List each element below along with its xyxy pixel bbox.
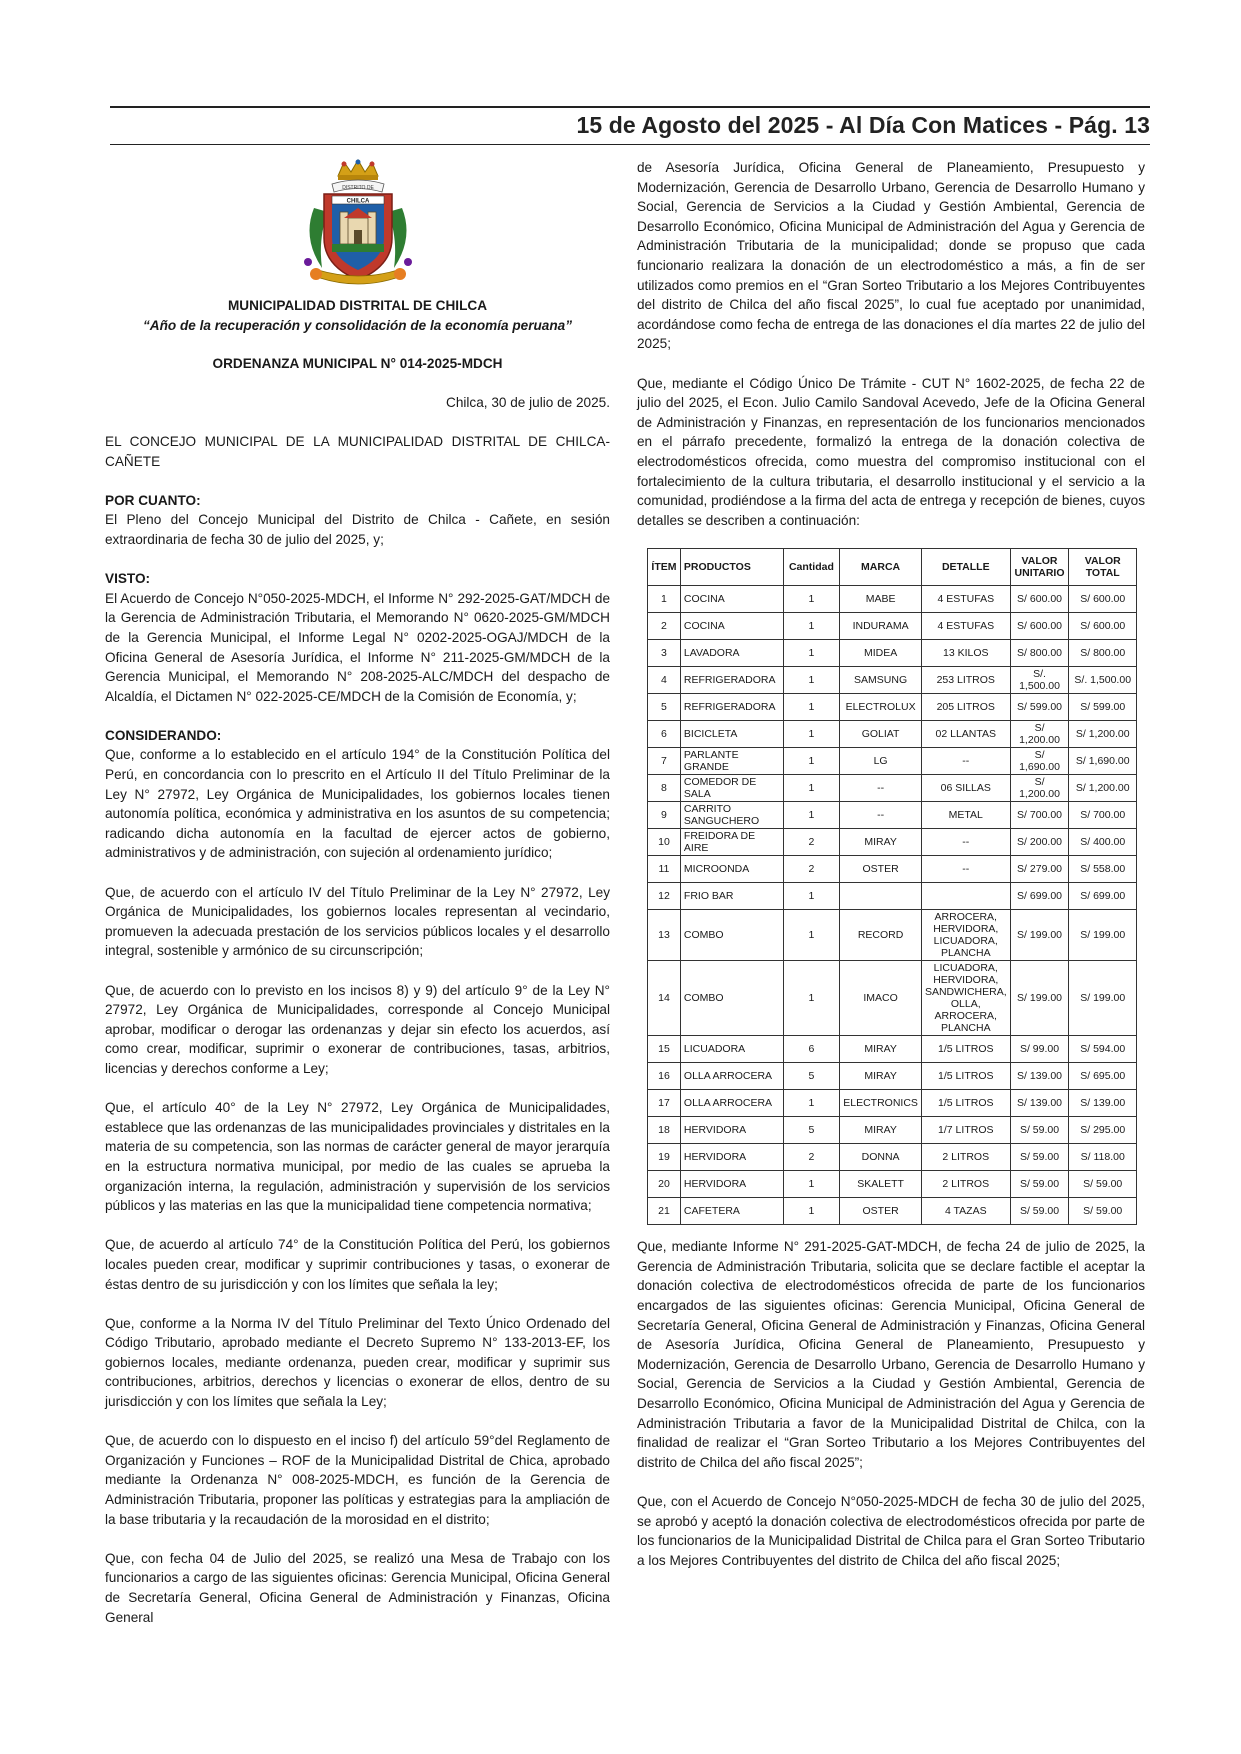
cell-producto: FRIO BAR [680, 883, 783, 910]
continuation-paragraph: de Asesoría Jurídica, Oficina General de Planeamiento, Presupuesto y Modernización, Gerencia de Desarrollo Urbano, Gerencia de Desarrollo Humano y Social, Gerencia de Servicios a la Ciudad y Gestión Ambiental, Gerencia de Desarrollo Económico, Oficina Municipal de Administración del Agua y Gerencia de Administración Tributaria de la municipalidad; donde se propuso que cada funcionario realizara la donación de un electrodoméstico a más, a fin de ser utilizados como premios en el “Gran Sorteo Tributario a los Mejores Contribuyentes del distrito de Chilca del año fiscal 2025”, lo cual fue aceptado por unanimidad, acordándose como fecha de entrega de las donaciones el día martes 22 de julio del 2025; [637, 160, 1145, 352]
considerando-paragraph: Que, con fecha 04 de Julio del 2025, se realizó una Mesa de Trabajo con los funcionarios a cargo de las siguientes oficinas: Gerencia Municipal, Oficina General de Secretaría General, Oficina General de Administración y Finanzas, Oficina General [105, 1550, 610, 1625]
table-row [648, 961, 1137, 1036]
ordinance-date: Chilca, 30 de julio de 2025. [446, 394, 610, 410]
cell-producto: OLLA ARROCERA [680, 1063, 783, 1090]
cell-item: 2 [648, 613, 681, 640]
cell-valor-total: S/ 59.00 [1069, 1198, 1137, 1225]
ordinance-number: ORDENANZA MUNICIPAL N° 014-2025-MDCH [212, 356, 503, 372]
cell-marca: SKALETT [840, 1171, 922, 1198]
cell-marca: MIRAY [840, 1063, 922, 1090]
cell-producto: LAVADORA [680, 640, 783, 667]
cell-cantidad: 5 [783, 1063, 840, 1090]
cell-item: 21 [648, 1198, 681, 1225]
cell-valor-total: S/ 800.00 [1069, 640, 1137, 667]
visto-heading: VISTO: [105, 571, 151, 587]
council-line: EL CONCEJO MUNICIPAL DE LA MUNICIPALIDAD DISTRITAL DE CHILCA-CAÑETE [105, 433, 610, 469]
cell-cantidad: 2 [783, 829, 840, 856]
considerando-paragraph: Que, el artículo 40° de la Ley N° 27972, Ley Orgánica de Municipalidades, establece que las ordenanzas de las municipalidades provinciales y distritales en la materia de su competencia, son las normas de carácter general de mayor jerarquía en la estructura normativa municipal, por medio de las cuales se aprueba la organización interna, la regulación, administración y supervisión de los servicios públicos y las materias en las que la municipalidad tiene competencia normativa; [105, 1100, 610, 1214]
cell-detalle: 4 ESTUFAS [921, 613, 1010, 640]
cell-detalle: METAL [921, 802, 1010, 829]
header-valor-unitario: VALOR UNITARIO [1010, 549, 1069, 586]
cut-paragraph: Que, mediante el Código Único De Trámite - CUT N° 1602-2025, de fecha 22 de julio del 2025, el Econ. Julio Camilo Sandoval Acevedo, Jefe de la Oficina General de Administración y Finanzas, en representación de los funcionarios mencionados en el párrafo precedente, formalizó la entrega de la donación colectiva de electrodomésticos ofrecida, como muestra del compromiso institucional con el fortalecimiento de la cultura tributaria, el desarrollo institucional y el servicio a la comunidad, prodiéndose a la firma del acta de entrega y recepción de bienes, cuyos detalles se describen a continuación: [637, 375, 1145, 528]
cell-producto: REFRIGERADORA [680, 694, 783, 721]
cell-marca [840, 883, 922, 910]
municipality-name: MUNICIPALIDAD DISTRITAL DE CHILCA [227, 298, 488, 313]
cell-marca: ELECTROLUX [840, 694, 922, 721]
cell-marca: SAMSUNG [840, 667, 922, 694]
cell-marca: RECORD [840, 910, 922, 961]
cell-item: 6 [648, 721, 681, 748]
table-row [648, 1117, 1137, 1144]
cell-item: 10 [648, 829, 681, 856]
cell-valor-total: S/ 59.00 [1069, 1171, 1137, 1198]
cell-cantidad: 1 [783, 910, 840, 961]
cell-valor-total: S/ 599.00 [1069, 694, 1137, 721]
cell-marca: DONNA [840, 1144, 922, 1171]
cell-valor-unitario: S/ 599.00 [1010, 694, 1069, 721]
cell-detalle [921, 883, 1010, 910]
cell-valor-total: S/ 594.00 [1069, 1036, 1137, 1063]
cell-cantidad: 1 [783, 775, 840, 802]
cell-valor-unitario: S/ 99.00 [1010, 1036, 1069, 1063]
cell-valor-total: S/ 600.00 [1069, 586, 1137, 613]
cell-item: 17 [648, 1090, 681, 1117]
cell-producto: COMBO [680, 961, 783, 1036]
cell-item: 4 [648, 667, 681, 694]
cell-producto: BICICLETA [680, 721, 783, 748]
table-row [648, 1171, 1137, 1198]
header-rule-bottom [110, 144, 1150, 145]
cell-marca: INDURAMA [840, 613, 922, 640]
cell-producto: FREIDORA DE AIRE [680, 829, 783, 856]
donation-table-body [648, 586, 1137, 1225]
cell-marca: MABE [840, 586, 922, 613]
cell-detalle: 253 LITROS [921, 667, 1010, 694]
cell-cantidad: 5 [783, 1117, 840, 1144]
municipal-crest-logo [288, 158, 428, 290]
cell-valor-unitario: S/ 1,200.00 [1010, 775, 1069, 802]
cell-producto: OLLA ARROCERA [680, 1090, 783, 1117]
cell-producto: MICROONDA [680, 856, 783, 883]
cell-cantidad: 1 [783, 721, 840, 748]
cell-cantidad: 1 [783, 802, 840, 829]
cell-producto: HERVIDORA [680, 1144, 783, 1171]
cell-detalle: 13 KILOS [921, 640, 1010, 667]
table-row [648, 694, 1137, 721]
cell-valor-unitario: S/ 279.00 [1010, 856, 1069, 883]
cell-detalle: -- [921, 748, 1010, 775]
cell-detalle: 1/5 LITROS [921, 1063, 1010, 1090]
cell-valor-total: S/ 118.00 [1069, 1144, 1137, 1171]
cell-item: 16 [648, 1063, 681, 1090]
cell-producto: HERVIDORA [680, 1117, 783, 1144]
cell-item: 12 [648, 883, 681, 910]
cell-item: 20 [648, 1171, 681, 1198]
year-motto: “Año de la recuperación y consolidación de la economía peruana” [142, 317, 573, 333]
header-marca: MARCA [840, 549, 922, 586]
considerando-paragraph: Que, de acuerdo con el artículo IV del Título Preliminar de la Ley N° 27972, Ley Orgánica de Municipalidades, los gobiernos locales representan al vecindario, promueven la adecuada prestación de los servicios públicos locales y el desarrollo integral, sostenible y armónico de su circunscripción; [105, 884, 610, 959]
cell-valor-unitario: S/ 59.00 [1010, 1198, 1069, 1225]
cell-marca: MIRAY [840, 1117, 922, 1144]
cell-detalle: 1/5 LITROS [921, 1036, 1010, 1063]
cell-marca: MIDEA [840, 640, 922, 667]
cell-detalle: -- [921, 856, 1010, 883]
cell-item: 1 [648, 586, 681, 613]
cell-valor-total: S/ 1,200.00 [1069, 721, 1137, 748]
cell-cantidad: 1 [783, 613, 840, 640]
cell-item: 11 [648, 856, 681, 883]
cell-cantidad: 1 [783, 667, 840, 694]
cell-valor-total: S/ 139.00 [1069, 1090, 1137, 1117]
cell-detalle: -- [921, 829, 1010, 856]
table-header-row [648, 549, 1137, 586]
cell-producto: CAFETERA [680, 1198, 783, 1225]
cell-valor-total: S/ 695.00 [1069, 1063, 1137, 1090]
header-item: ÍTEM [648, 549, 681, 586]
table-row [648, 667, 1137, 694]
table-row [648, 1198, 1137, 1225]
cell-cantidad: 1 [783, 961, 840, 1036]
header-cantidad: Cantidad [783, 549, 840, 586]
table-row [648, 613, 1137, 640]
cell-producto: COMBO [680, 910, 783, 961]
cell-cantidad: 6 [783, 1036, 840, 1063]
cell-valor-unitario: S/ 600.00 [1010, 586, 1069, 613]
cell-marca: LG [840, 748, 922, 775]
considerando-paragraph: Que, de acuerdo con lo dispuesto en el inciso f) del artículo 59°del Reglamento de Organización y Funciones – ROF de la Municipalidad Distrital de Chica, aprobado mediante la Ordenanza N° 008-2025-MDCH, es función de la Gerencia de Administración Tributaria, proponer las políticas y estrategias para la ampliación de la base tributaria y la recaudación de la morosidad en el distrito; [105, 1433, 610, 1527]
cell-detalle: 1/5 LITROS [921, 1090, 1010, 1117]
cell-valor-unitario: S/ 1,200.00 [1010, 721, 1069, 748]
cell-detalle: 4 ESTUFAS [921, 586, 1010, 613]
cell-item: 18 [648, 1117, 681, 1144]
considerando-paragraph: Que, de acuerdo al artículo 74° de la Constitución Política del Perú, los gobiernos locales pueden crear, modificar y suprimir contribuciones y tasas, o exonerar de éstas dentro de su jurisdicción y con los límites que señala la ley; [105, 1237, 610, 1292]
left-column [105, 158, 610, 1647]
cell-detalle: 02 LLANTAS [921, 721, 1010, 748]
cell-valor-total: S/ 199.00 [1069, 961, 1137, 1036]
acuerdo-paragraph: Que, con el Acuerdo de Concejo N°050-2025-MDCH de fecha 30 de julio del 2025, se aprobó y aceptó la donación colectiva de electrodomésticos ofrecida por parte de los funcionarios de la Municipalidad Distrital de Chilca para el Gran Sorteo Tributario a los Mejores Contribuyentes del distrito de Chilca del año fiscal 2025; [637, 1494, 1145, 1568]
cell-detalle: LICUADORA, HERVIDORA, SANDWICHERA, OLLA, ARROCERA, PLANCHA [921, 961, 1010, 1036]
cell-detalle: 06 SILLAS [921, 775, 1010, 802]
table-row [648, 721, 1137, 748]
cell-valor-total: S/ 1,200.00 [1069, 775, 1137, 802]
cell-valor-unitario: S/ 600.00 [1010, 613, 1069, 640]
cell-detalle: 2 LITROS [921, 1171, 1010, 1198]
cell-marca: OSTER [840, 856, 922, 883]
cell-marca: GOLIAT [840, 721, 922, 748]
table-row [648, 775, 1137, 802]
header-detalle: DETALLE [921, 549, 1010, 586]
cell-valor-unitario: S/ 700.00 [1010, 802, 1069, 829]
cell-valor-total: S/ 1,690.00 [1069, 748, 1137, 775]
cell-valor-total: S/ 199.00 [1069, 910, 1137, 961]
cell-valor-unitario: S/ 59.00 [1010, 1117, 1069, 1144]
cell-cantidad: 1 [783, 1171, 840, 1198]
cell-producto: PARLANTE GRANDE [680, 748, 783, 775]
header-productos: PRODUCTOS [680, 549, 783, 586]
cell-producto: COCINA [680, 586, 783, 613]
cell-cantidad: 1 [783, 694, 840, 721]
cell-valor-total: S/ 295.00 [1069, 1117, 1137, 1144]
cell-valor-unitario: S/ 200.00 [1010, 829, 1069, 856]
cell-item: 8 [648, 775, 681, 802]
considerando-paragraph: Que, conforme a lo establecido en el artículo 194° de la Constitución Política del Perú, en concordancia con lo prescrito en el Artículo II del Título Preliminar de la Ley N° 27972, Ley Orgánica de Municipalidades, los gobiernos locales tienen autonomía política, económica y administrativa en los asuntos de su competencia; radicando dicha autonomía en la facultad de ejercer actos de gobierno, administrativos y de administración, con sujeción al ordenamiento jurídico; [105, 747, 610, 861]
header-rule-top [110, 106, 1150, 108]
cell-cantidad: 1 [783, 586, 840, 613]
cell-valor-total: S/ 600.00 [1069, 613, 1137, 640]
cell-marca: MIRAY [840, 829, 922, 856]
cell-detalle: 1/7 LITROS [921, 1117, 1010, 1144]
right-column [637, 158, 1145, 1590]
cell-detalle: 205 LITROS [921, 694, 1010, 721]
table-row [648, 748, 1137, 775]
crest-ribbon-text: CHILCA [346, 198, 369, 205]
cell-marca: OSTER [840, 1198, 922, 1225]
cell-valor-total: S/ 400.00 [1069, 829, 1137, 856]
table-row [648, 1144, 1137, 1171]
table-row [648, 856, 1137, 883]
table-row [648, 829, 1137, 856]
cell-valor-unitario: S/ 139.00 [1010, 1063, 1069, 1090]
cell-producto: COCINA [680, 613, 783, 640]
cell-item: 5 [648, 694, 681, 721]
considerando-paragraph: Que, de acuerdo con lo previsto en los incisos 8) y 9) del artículo 9° de la Ley N° 27972, Ley Orgánica de Municipalidades, corresponde al Concejo Municipal aprobar, modificar o derogar las ordenanzas y dejar sin efecto los acuerdos, así como crear, modificar, suprimir o exonerar de contribuciones, tasas, arbitrios, licencias y derechos conforme a Ley; [105, 982, 610, 1076]
cell-cantidad: 1 [783, 748, 840, 775]
cell-item: 7 [648, 748, 681, 775]
por-cuanto-heading: POR CUANTO: [105, 492, 201, 508]
cell-valor-total: S/. 1,500.00 [1069, 667, 1137, 694]
cell-valor-unitario: S/ 800.00 [1010, 640, 1069, 667]
cell-marca: -- [840, 802, 922, 829]
cell-valor-unitario: S/ 59.00 [1010, 1171, 1069, 1198]
cell-cantidad: 1 [783, 1090, 840, 1117]
cell-item: 13 [648, 910, 681, 961]
crest-banner-text: DISTRITO DE [341, 185, 374, 191]
cell-item: 15 [648, 1036, 681, 1063]
table-row [648, 883, 1137, 910]
considerando-heading: CONSIDERANDO: [105, 727, 222, 743]
cell-detalle: ARROCERA, HERVIDORA, LICUADORA, PLANCHA [921, 910, 1010, 961]
table-row [648, 1063, 1137, 1090]
donation-table [647, 548, 1137, 1225]
cell-item: 19 [648, 1144, 681, 1171]
page-header-title: 15 de Agosto del 2025 - Al Día Con Matices - Pág. 13 [576, 112, 1150, 138]
cell-detalle: 4 TAZAS [921, 1198, 1010, 1225]
cell-item: 3 [648, 640, 681, 667]
considerando-paragraph: Que, conforme a la Norma IV del Título Preliminar del Texto Único Ordenado del Código Tributario, aprobado mediante el Decreto Supremo N° 133-2013-EF, los gobiernos locales, mediante ordenanza, pueden crear, modificar y suprimir sus contribuciones, arbitrios, derechos y licencias o exonerar de ellos, dentro de su jurisdicción y con los límites que señala la Ley; [105, 1315, 610, 1410]
cell-cantidad: 1 [783, 883, 840, 910]
cell-valor-unitario: S/ 1,690.00 [1010, 748, 1069, 775]
table-row [648, 586, 1137, 613]
cell-valor-unitario: S/ 139.00 [1010, 1090, 1069, 1117]
table-row [648, 640, 1137, 667]
cell-producto: REFRIGERADORA [680, 667, 783, 694]
cell-valor-unitario: S/ 699.00 [1010, 883, 1069, 910]
table-row [648, 802, 1137, 829]
header-valor-total: VALOR TOTAL [1069, 549, 1137, 586]
cell-producto: LICUADORA [680, 1036, 783, 1063]
cell-item: 9 [648, 802, 681, 829]
cell-producto: HERVIDORA [680, 1171, 783, 1198]
cell-marca: ELECTRONICS [840, 1090, 922, 1117]
cell-cantidad: 1 [783, 1198, 840, 1225]
cell-valor-unitario: S/ 199.00 [1010, 961, 1069, 1036]
table-row [648, 1036, 1137, 1063]
informe-paragraph: Que, mediante Informe N° 291-2025-GAT-MDCH, de fecha 24 de julio de 2025, la Gerencia de Administración Tributaria, solicita que se declare factible el aceptar la donación colectiva de electrodomésticos ofrecida de parte de los funcionarios encargados de las siguientes oficinas: Gerencia Municipal, Oficina General de Secretaría General, Oficina General de Administración y Finanzas, Oficina General de Asesoría Jurídica, Oficina General de Planeamiento, Presupuesto y Modernización, Gerencia de Desarrollo Urbano, Gerencia de Desarrollo Humano y Social, Gerencia de Servicios a la Ciudad y Gestión Ambiental, Gerencia de Desarrollo Económico, Oficina Municipal de Administración del Agua y Gerencia de Administración Tributaria a favor de la Municipalidad Distrital de Chilca, con la finalidad de realizar el “Gran Sorteo Tributario a los Mejores Contribuyentes del distrito de Chilca del año fiscal 2025”; [637, 1239, 1145, 1470]
visto-text: El Acuerdo de Concejo N°050-2025-MDCH, el Informe N° 292-2025-GAT/MDCH de la Gerencia de Administración Tributaria, el Memorando N° 0620-2025-GM/MDCH de la Gerencia Municipal, el Informe Legal N° 0202-2025-OGAJ/MDCH de la Oficina General de Asesoría Jurídica, el Informe N° 211-2025-GM/MDCH de la Gerencia Municipal, el Memorando N° 208-2025-ALC/MDCH del despacho de Alcaldía, el Dictamen N° 022-2025-CE/MDCH de la Comisión de Economía, y; [105, 590, 610, 704]
cell-item: 14 [648, 961, 681, 1036]
cell-producto: COMEDOR DE SALA [680, 775, 783, 802]
por-cuanto-text: El Pleno del Concejo Municipal del Distrito de Chilca - Cañete, en sesión extraordinaria de fecha 30 de julio del 2025, y; [105, 512, 610, 547]
table-row [648, 910, 1137, 961]
cell-cantidad: 2 [783, 856, 840, 883]
cell-marca: MIRAY [840, 1036, 922, 1063]
table-row [648, 1090, 1137, 1117]
cell-valor-total: S/ 558.00 [1069, 856, 1137, 883]
cell-producto: CARRITO SANGUCHERO [680, 802, 783, 829]
cell-marca: -- [840, 775, 922, 802]
cell-cantidad: 2 [783, 1144, 840, 1171]
cell-valor-unitario: S/ 59.00 [1010, 1144, 1069, 1171]
cell-valor-total: S/ 700.00 [1069, 802, 1137, 829]
cell-valor-unitario: S/ 199.00 [1010, 910, 1069, 961]
cell-valor-total: S/ 699.00 [1069, 883, 1137, 910]
cell-cantidad: 1 [783, 640, 840, 667]
cell-marca: IMACO [840, 961, 922, 1036]
cell-detalle: 2 LITROS [921, 1144, 1010, 1171]
cell-valor-unitario: S/. 1,500.00 [1010, 667, 1069, 694]
